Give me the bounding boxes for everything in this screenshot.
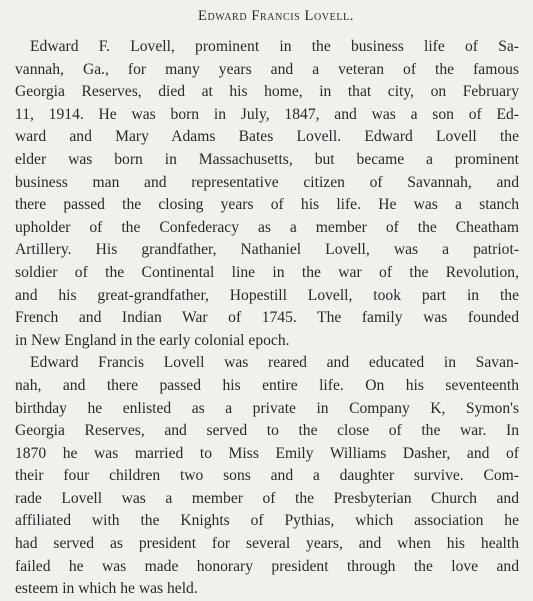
text-line: upholder of the Confederacy as a member of the Cheatham — [15, 218, 519, 236]
paragraph-2 — [15, 352, 519, 601]
text-line: 1870 he was married to Miss Emily Williams Dasher, and of — [15, 444, 519, 462]
text-line: French and Indian War of 1745. The family was founded — [15, 309, 519, 327]
text-line: affiliated with the Knights of Pythias, which association he — [15, 512, 519, 530]
text-line: Georgia Reserves, and served to the close of the war. In — [15, 422, 519, 440]
text-line: Edward Francis Lovell was reared and educated in Savan- — [30, 354, 519, 372]
text-line: birthday he enlisted as a private in Company K, Symon's — [15, 399, 519, 417]
text-line: esteem in which he was held. — [15, 580, 198, 598]
text-line: nah, and there passed his entire life. On his seventeenth — [15, 376, 519, 394]
text-line: Artillery. His grandfather, Nathaniel Lovell, was a patriot- — [15, 241, 519, 259]
text-line: elder was born in Massachusetts, but became a prominent — [15, 150, 519, 168]
text-line: business man and representative citizen of Savannah, and — [15, 173, 519, 191]
text-line: soldier of the Continental line in the war of the Revolution, — [15, 263, 519, 281]
text-line: in New England in the early colonial epoch. — [15, 331, 290, 349]
text-line: failed he was made honorary president through the love and — [15, 557, 519, 575]
text-line: 11, 1914. He was born in July, 1847, and was a son of Ed- — [15, 105, 519, 123]
paragraph-1 — [15, 36, 519, 352]
text-line: Edward F. Lovell, prominent in the business life of Sa- — [30, 38, 519, 55]
page-title: Edward Francis Lovell. — [198, 8, 354, 24]
text-line: had served as president for several years, and when his health — [15, 535, 519, 553]
text-line: their four children two sons and a daughter survive. Com- — [15, 467, 519, 485]
text-line: ward and Mary Adams Bates Lovell. Edward Lovell the — [15, 128, 519, 146]
text-line: and his great-grandfather, Hopestill Lovell, took part in the — [15, 286, 519, 304]
text-line: there passed the closing years of his life. He was a stanch — [15, 196, 519, 214]
text-line: vannah, Ga., for many years and a veteran of the famous — [15, 60, 519, 78]
text-line: Georgia Reserves, died at his home, in that city, on February — [15, 83, 519, 101]
text-line: rade Lovell was a member of the Presbyterian Church and — [15, 489, 519, 507]
